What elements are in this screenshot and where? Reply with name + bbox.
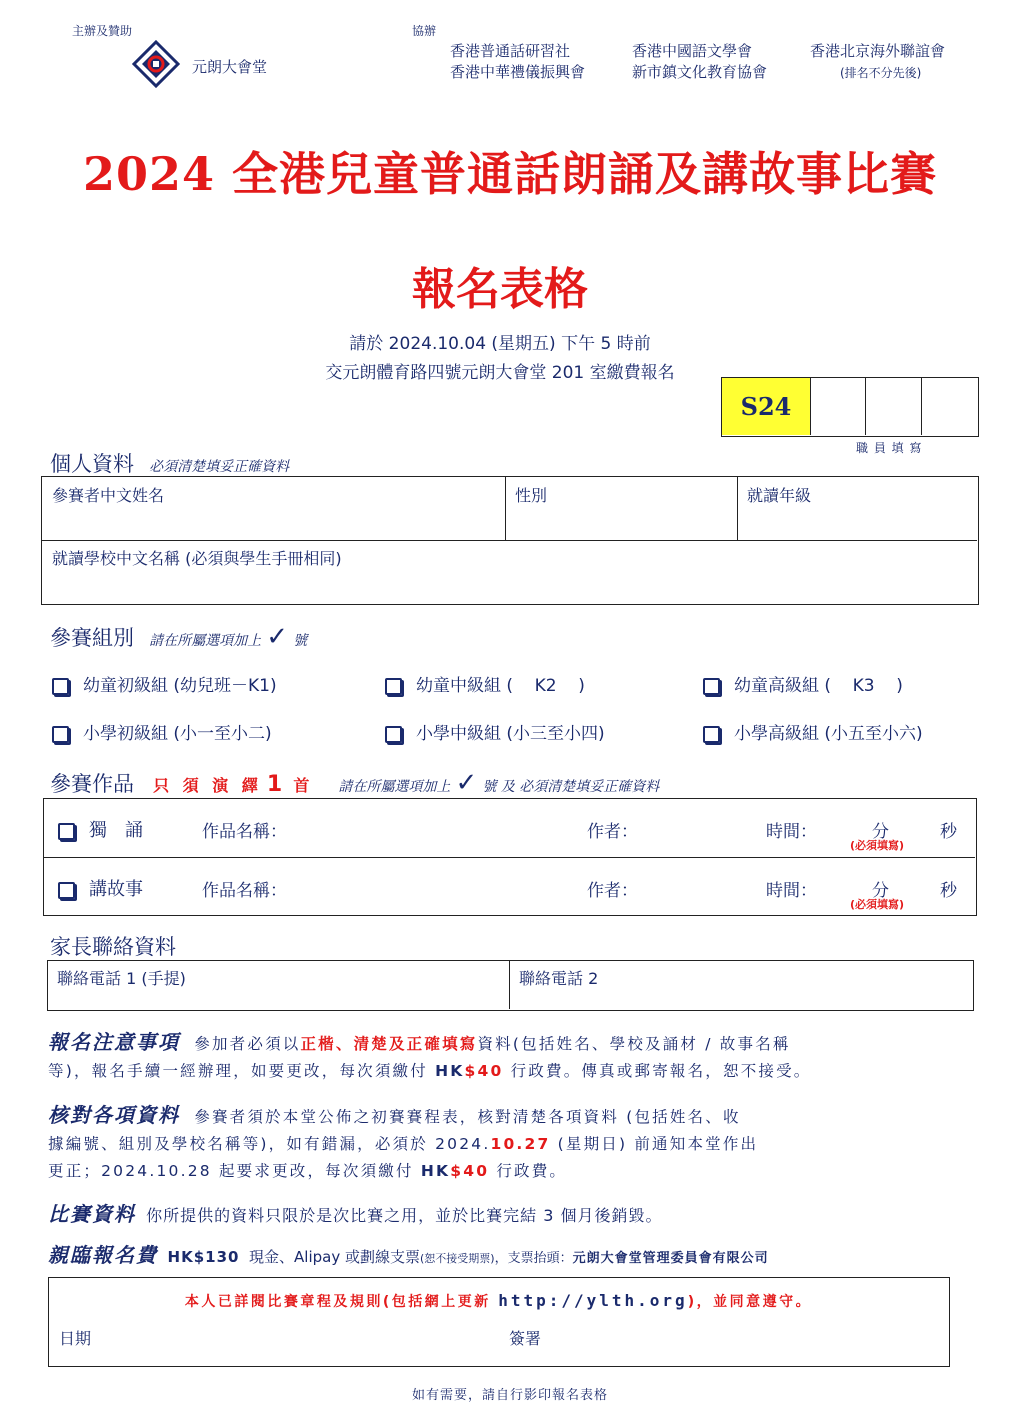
required-note: (必須填寫)	[850, 839, 905, 852]
phone-2-field[interactable]: 聯絡電話 2	[519, 969, 599, 988]
work-row-recitation[interactable]: 獨 誦	[58, 816, 143, 842]
parent-section-title: 家長聯絡資料	[50, 935, 176, 959]
perform-number: 1	[266, 772, 283, 797]
group-option-p3-p4[interactable]: 小學中級組 (小三至小四)	[385, 719, 605, 744]
parent-contact-table	[47, 960, 974, 1011]
checkbox-icon[interactable]	[52, 726, 69, 743]
co-organizer-5: 新市鎮文化教育協會	[632, 63, 768, 81]
co-organizer-1: 香港普通話研習社	[450, 42, 571, 60]
minutes-label: 分	[872, 881, 889, 901]
verify-notes: 核對各項資料 參賽者須於本堂公佈之初賽賽程表，核對清楚各項資料 (包括姓名、收 據編號、組別及學校名稱等)，如有錯漏，必須於 2024.10.27 (星期日) 前通知本堂作出 更正；2024.10.28 起要求更改，每次須繳付 HK$40 行政費。	[48, 1103, 759, 1180]
groups-section-title: 參賽組別	[50, 626, 134, 650]
checkbox-icon[interactable]	[58, 823, 75, 840]
deadline-line-2: 交元朗體育路四號元朗大會堂 201 室繳費報名	[325, 363, 675, 383]
checkbox-icon[interactable]	[703, 678, 720, 695]
work-title-field[interactable]: 作品名稱：	[202, 881, 287, 901]
works-section-title: 參賽作品	[50, 772, 134, 796]
checkbox-icon[interactable]	[385, 726, 402, 743]
works-table	[43, 798, 977, 916]
personal-info-table	[41, 476, 979, 605]
minutes-label: 分	[872, 822, 889, 842]
office-use-box	[721, 377, 979, 437]
personal-section-note: 必須清楚填妥正確資料	[149, 459, 290, 475]
registration-fee-note: 親臨報名費 HK$130 現金、Alipay 或劃線支票(恕不接受期票)，支票抬頭：元朗大會堂管理委員會有限公司	[48, 1243, 769, 1267]
order-note: (排名不分先後)	[840, 66, 922, 80]
perform-unit: 首	[293, 776, 310, 795]
co-organizer-3: 香港北京海外聯誼會	[810, 42, 946, 60]
time-field[interactable]: 時間：	[766, 881, 817, 901]
checkbox-icon[interactable]	[52, 678, 69, 695]
groups-note-post: 號	[293, 633, 308, 649]
date-field[interactable]: 日期	[59, 1329, 92, 1348]
required-note: (必須填寫)	[850, 898, 905, 911]
organizer-name: 元朗大會堂	[192, 58, 268, 76]
office-code-text: S24	[740, 392, 792, 421]
gender-field[interactable]: 性別	[515, 486, 548, 505]
work-title-field[interactable]: 作品名稱：	[202, 822, 287, 842]
groups-note-pre: 請在所屬選項加上	[149, 633, 262, 649]
deadline-line-1: 請於 2024.10.04 (星期五) 下午 5 時前	[349, 334, 651, 354]
co-organizer-2: 香港中國語文學會	[632, 42, 753, 60]
phone-1-field[interactable]: 聯絡電話 1 (手提)	[57, 969, 186, 988]
co-organizer-4: 香港中華禮儀振興會	[450, 63, 586, 81]
works-note-pre: 請在所屬選項加上	[338, 779, 451, 795]
form-subtitle: 報名表格	[412, 264, 588, 315]
group-option-k3[interactable]: 幼童高級組 ( K3 )	[703, 671, 903, 696]
seconds-label: 秒	[940, 822, 957, 842]
author-field[interactable]: 作者：	[587, 881, 638, 901]
participant-name-field[interactable]: 參賽者中文姓名	[52, 486, 165, 505]
tick-icon: ✓	[455, 768, 478, 798]
group-option-k1[interactable]: 幼童初級組 (幼兒班－K1)	[52, 671, 277, 696]
works-note-post: 號 及 必須清楚填妥正確資料	[482, 779, 660, 795]
time-field[interactable]: 時間：	[766, 822, 817, 842]
author-field[interactable]: 作者：	[587, 822, 638, 842]
office-note: 職 員 填 寫	[856, 441, 923, 455]
group-option-p1-p2[interactable]: 小學初級組 (小一至小二)	[52, 719, 272, 744]
registration-notes: 報名注意事項 參加者必須以正楷、清楚及正確填寫資料(包括姓名、學校及誦材 / 故事名稱 等)，報名手續一經辦理，如要更改，每次須繳付 HK$40 行政費。傳真或郵寄報名，恕不接受。	[48, 1030, 812, 1080]
declaration-box	[48, 1277, 950, 1367]
seconds-label: 秒	[940, 881, 957, 901]
group-option-k2[interactable]: 幼童中級組 ( K2 )	[385, 671, 585, 696]
competition-data-note: 比賽資料 你所提供的資料只限於是次比賽之用，並於比賽完結 3 個月後銷毀。	[48, 1202, 663, 1226]
checkbox-icon[interactable]	[58, 882, 75, 899]
office-code	[722, 378, 811, 435]
organizer-label: 主辦及贊助	[72, 24, 133, 38]
grade-field[interactable]: 就讀年級	[747, 486, 812, 505]
yuen-long-town-hall-logo-icon	[132, 40, 180, 88]
group-option-p5-p6[interactable]: 小學高級組 (小五至小六)	[703, 719, 923, 744]
checkbox-icon[interactable]	[703, 726, 720, 743]
checkbox-icon[interactable]	[385, 678, 402, 695]
declaration-text: 本人已詳閱比賽章程及規則(包括網上更新 http://ylth.org)，並同意遵守。	[184, 1291, 813, 1310]
footer-note: 如有需要，請自行影印報名表格	[411, 1388, 608, 1403]
perform-note: 只 須 演 繹	[153, 776, 262, 795]
tick-icon: ✓	[266, 622, 288, 652]
work-row-storytelling[interactable]: 講故事	[58, 875, 143, 901]
page-title: 2024 全港兒童普通話朗誦及講故事比賽	[82, 147, 938, 201]
school-name-field[interactable]: 就讀學校中文名稱 (必須與學生手冊相同)	[52, 549, 342, 568]
personal-section-title: 個人資料	[50, 452, 134, 476]
signature-field[interactable]: 簽署	[509, 1329, 542, 1348]
co-organizer-label: 協辦	[412, 24, 437, 38]
